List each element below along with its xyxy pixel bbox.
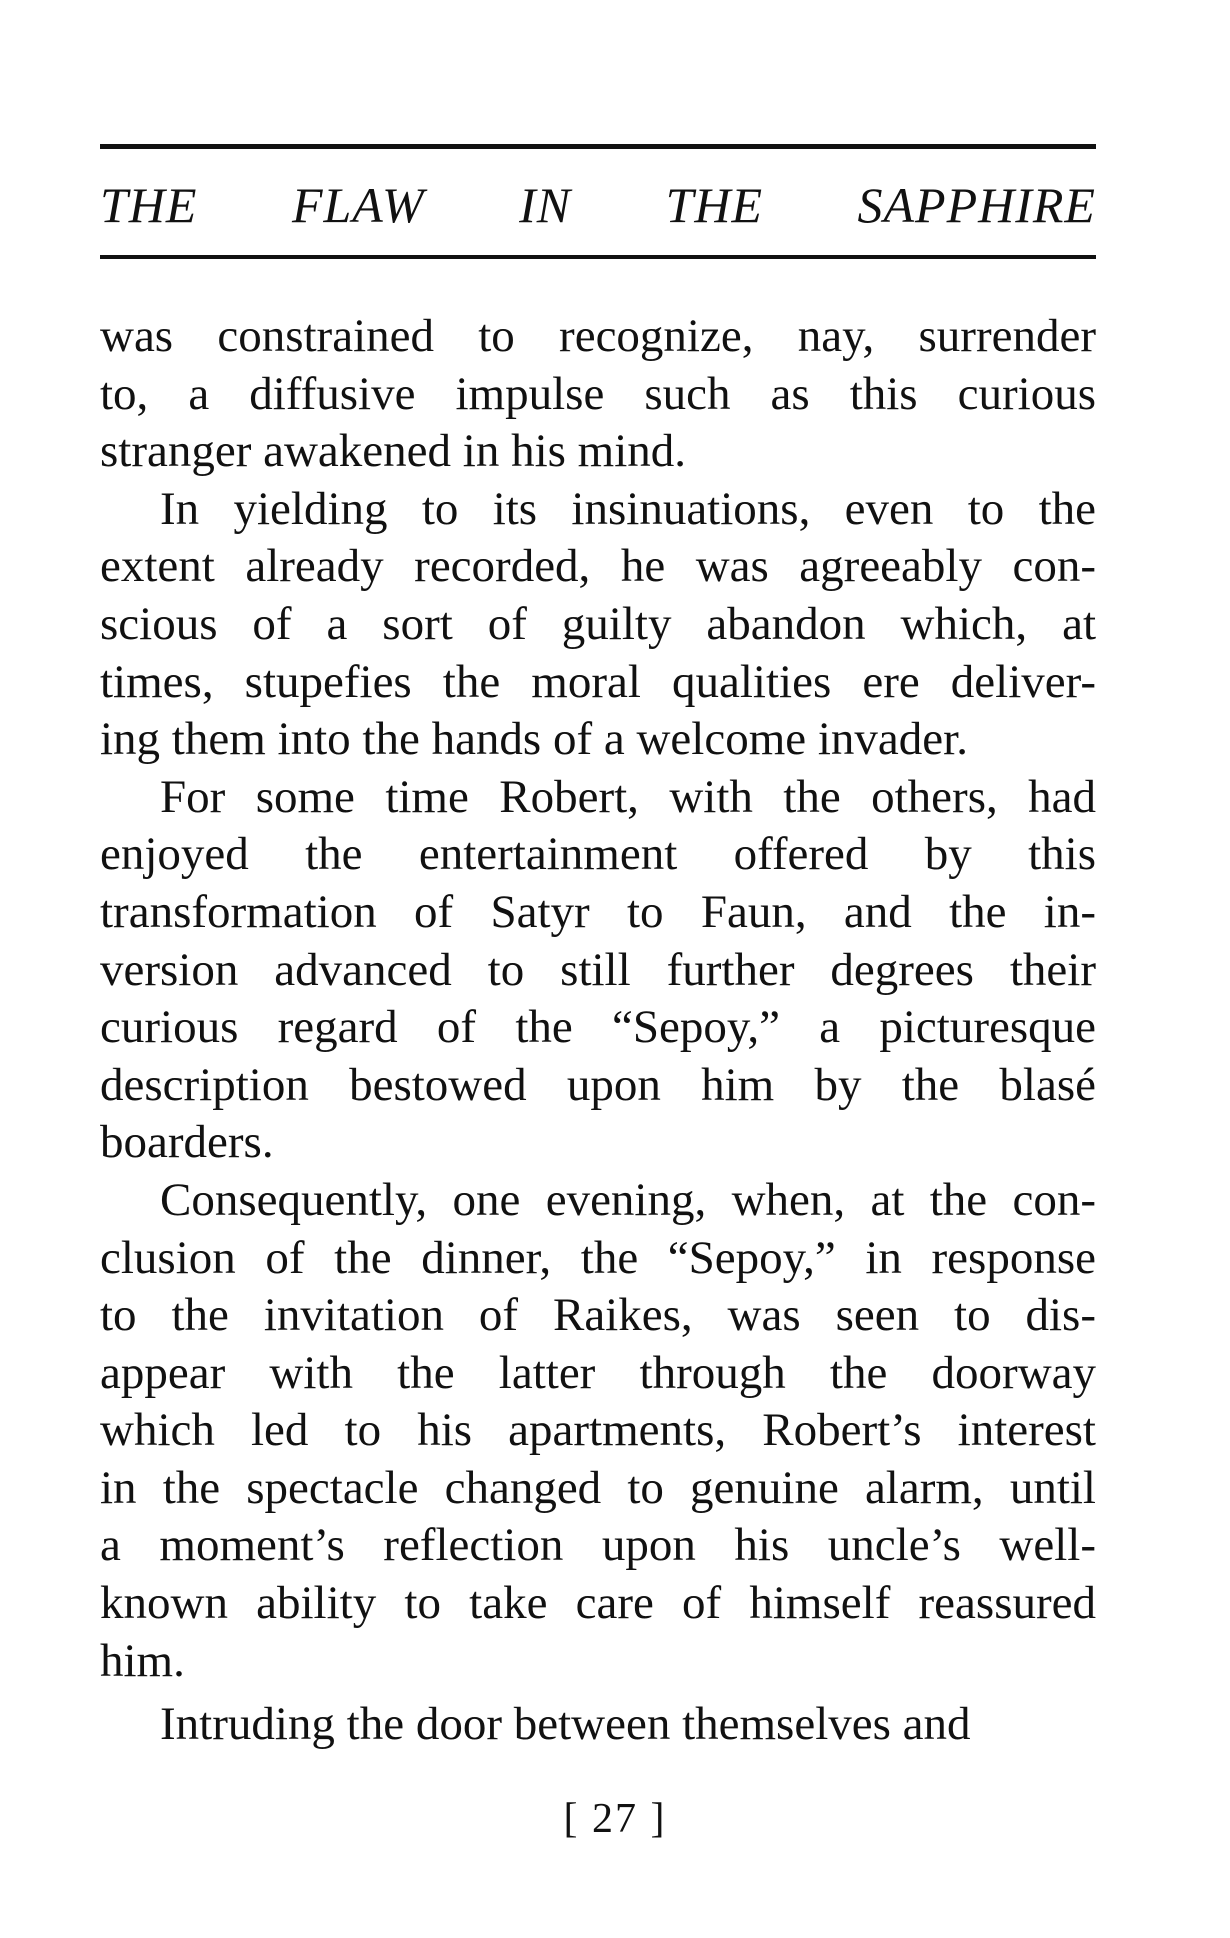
paragraph [100,481,1096,769]
text-line: in the spectacle changed to genuine alarm, until [100,1461,1096,1514]
text-line: version advanced to still further degrees their [100,943,1096,996]
paragraph [100,769,1096,1172]
text-line: For some time Robert, with the others, had [160,770,1096,823]
text-line: to, a diffusive impulse such as this curious [100,367,1096,420]
text-line: a moment’s reflection upon his uncle’s well- [100,1519,1096,1572]
text-line: ing them into the hands of a welcome invader. [100,713,968,766]
running-head [100,170,1096,240]
text-line: to the invitation of Raikes, was seen to dis- [100,1289,1096,1342]
running-head-word: IN [519,177,572,233]
text-line: In yielding to its insinuations, even to the [160,482,1096,535]
text-line: which led to his apartments, Robert’s interest [100,1404,1096,1457]
paragraph [100,1696,1096,1754]
text-line: appear with the latter through the doorway [100,1346,1096,1399]
header-rule-bottom [100,255,1096,259]
header-rule-top [100,144,1096,149]
text-line: times, stupefies the moral qualities ere deliver- [100,655,1096,708]
text-line: was constrained to recognize, nay, surrender [100,310,1096,362]
page-number: [ 27 ] [563,1796,667,1842]
text-line: clusion of the dinner, the “Sepoy,” in response [100,1231,1096,1284]
text-line: curious regard of the “Sepoy,” a picturesque [100,1001,1096,1054]
text-line: Consequently, one evening, when, at the con- [160,1173,1096,1226]
text-line: transformation of Satyr to Faun, and the in- [100,885,1096,938]
text-line: known ability to take care of himself reassured [100,1577,1096,1630]
text-line: Intruding the door between themselves and [160,1698,971,1751]
paragraph [100,1172,1096,1690]
text-line: boarders. [100,1116,274,1169]
text-line: him. [100,1634,185,1687]
text-line: description bestowed upon him by the blasé [100,1058,1096,1111]
text-line: extent already recorded, he was agreeably con- [100,540,1096,593]
running-head-word: SAPPHIRE [857,177,1096,233]
running-head-word: FLAW [291,177,425,233]
running-head-word: THE [665,177,764,233]
body-text [100,308,1096,1754]
running-head-word: THE [100,177,198,233]
text-line: scious of a sort of guilty abandon which, at [100,597,1096,650]
paragraph [100,308,1096,481]
text-line: enjoyed the entertainment offered by this [100,828,1096,881]
text-line: stranger awakened in his mind. [100,425,687,478]
